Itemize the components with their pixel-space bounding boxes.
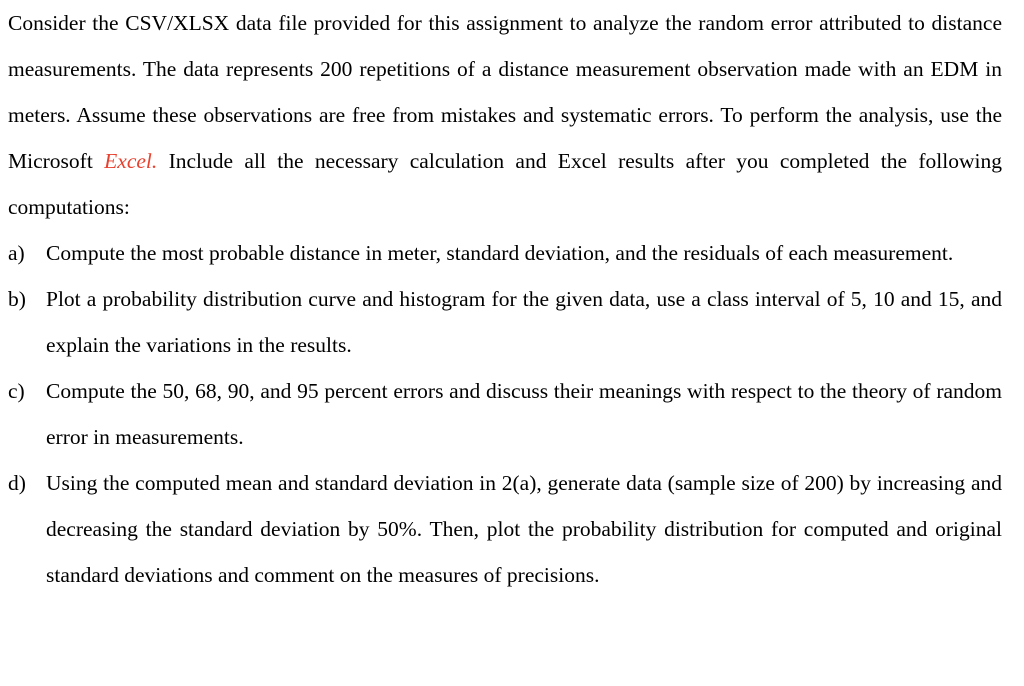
task-item-d [8, 460, 1002, 598]
task-marker-b: b) [8, 287, 26, 311]
task-marker-a: a) [8, 241, 25, 265]
task-text-d: Using the computed mean and standard deviation in 2(a), generate data (sample size of 200) by increasing and decreasing the standard deviation by 50%. Then, plot the probability distribution for computed and original standard deviations and comment on the measures of precisions. [46, 471, 1002, 587]
excel-reference: Excel. [104, 149, 158, 173]
intro-text-part2: Include all the necessary calculation and Excel results after you completed the following computations: [8, 149, 1002, 219]
task-item-c [8, 368, 1002, 460]
task-text-c: Compute the 50, 68, 90, and 95 percent errors and discuss their meanings with respect to the theory of random error in measurements. [46, 379, 1002, 449]
intro-paragraph [8, 0, 1002, 230]
task-list [8, 230, 1002, 598]
task-text-b: Plot a probability distribution curve and histogram for the given data, use a class interval of 5, 10 and 15, and explain the variations in the results. [46, 287, 1002, 357]
task-marker-d: d) [8, 471, 26, 495]
task-marker-c: c) [8, 379, 25, 403]
intro-text-part1: Consider the CSV/XLSX data file provided for this assignment to analyze the random error attributed to distance measurements. The data represents 200 repetitions of a distance measurement observation made with an EDM in meters. Assume these observations are free from mistakes and systematic errors. To perform the analysis, use the Microsoft [8, 11, 1002, 173]
task-item-b [8, 276, 1002, 368]
assignment-document [8, 0, 1002, 598]
task-text-a: Compute the most probable distance in meter, standard deviation, and the residuals of each measurement. [46, 241, 954, 265]
task-item-a [8, 230, 1002, 276]
